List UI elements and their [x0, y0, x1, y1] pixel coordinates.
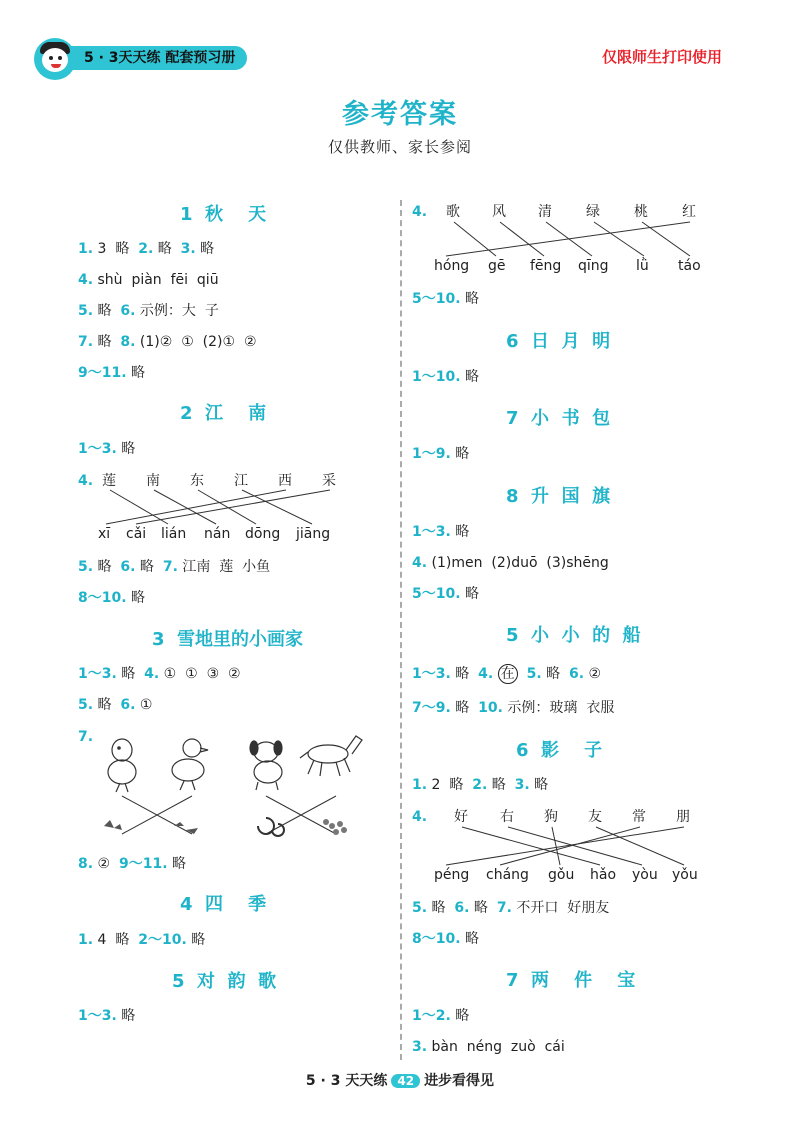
answer-line: 7. 略 8. (1)② ① (2)① ② — [78, 334, 257, 350]
match-char: 绿 — [586, 204, 600, 220]
match-char: 东 — [190, 473, 204, 489]
answer-line: 7～9. 略 10. 示例：玻璃 衣服 — [412, 700, 615, 716]
brand-badge: 5 · 3天天练 配套预习册 — [70, 46, 247, 70]
answer-line: 1. 4 略 2～10. 略 — [78, 932, 206, 948]
heading-shadow: 6 影 子 — [516, 740, 603, 761]
heading-sun-moon-bright: 6 日 月 明 — [506, 331, 611, 352]
match-char: 清 — [538, 204, 552, 220]
answer-line: 5. 略 6. 略 7. 不开口 好朋友 — [412, 900, 610, 916]
answer-line: 9～11. 略 — [78, 365, 145, 381]
match-pinyin: lián — [161, 526, 187, 542]
match-pinyin: táo — [678, 258, 701, 274]
print-notice: 仅限师生打印使用 — [601, 48, 722, 66]
heading-seasons: 4 四 季 — [180, 894, 267, 915]
match-pinyin: qīng — [578, 258, 609, 274]
match-pinyin: yòu — [632, 867, 658, 883]
answer-line: 1～3. 略 4. 在 5. 略 6. ② — [412, 666, 602, 682]
match-pinyin: fēng — [530, 258, 562, 274]
answer-line: 1. 2 略 2. 略 3. 略 — [412, 777, 549, 793]
match-pinyin: jiāng — [296, 526, 331, 542]
match-char: 狗 — [544, 809, 558, 825]
match-char: 江 — [234, 473, 248, 489]
match-char: 友 — [588, 809, 602, 825]
match-char: 歌 — [446, 204, 460, 220]
match-char: 右 — [500, 809, 514, 825]
answer-line: 1～3. 略 — [78, 1008, 136, 1024]
heading-jiangnan: 2 江 南 — [180, 403, 267, 424]
answer-line: 5～10. 略 — [412, 586, 479, 602]
answer-line: 4. — [78, 473, 94, 489]
match-char: 南 — [146, 473, 160, 489]
answer-line: 4. (1)men (2)duō (3)shēng — [412, 555, 609, 571]
match-pinyin: xī — [98, 526, 111, 542]
answer-line: 8. ② 9～11. 略 — [78, 856, 186, 872]
answer-line: 5. 略 6. 示例：大 子 — [78, 303, 219, 319]
answer-line: 1～3. 略 — [78, 441, 136, 457]
heading-schoolbag: 7 小 书 包 — [506, 408, 611, 429]
answer-line: 1～9. 略 — [412, 446, 470, 462]
answer-line: 1. 3 略 2. 略 3. 略 — [78, 241, 215, 257]
heading-snow-painter: 3 雪地里的小画家 — [152, 629, 304, 650]
heading-rhyme-song: 5 对 韵 歌 — [172, 971, 277, 992]
page-number: 42 — [391, 1074, 420, 1088]
match-pinyin: cǎi — [126, 526, 147, 542]
answer-line: 8～10. 略 — [78, 590, 145, 606]
match-char: 西 — [278, 473, 292, 489]
answer-line: 5. 略 6. ① — [78, 697, 153, 713]
answer-line: 4. — [412, 204, 428, 220]
answer-line: 8～10. 略 — [412, 931, 479, 947]
match-pinyin: péng — [434, 867, 470, 883]
answer-line: 5～10. 略 — [412, 291, 479, 307]
page-subtitle: 仅供教师、家长参阅 — [327, 138, 472, 156]
match-char: 常 — [632, 809, 646, 825]
heading-two-treasures: 7 两 件 宝 — [506, 970, 636, 991]
match-char: 好 — [454, 809, 468, 825]
heading-autumn: 1 秋 天 — [180, 204, 267, 225]
match-pinyin: cháng — [486, 867, 529, 883]
answer-line: 5. 略 6. 略 7. 江南 莲 小鱼 — [78, 559, 271, 575]
answer-line: 3. bàn néng zuò cái — [412, 1039, 565, 1055]
answer-line: 1～3. 略 4. ① ① ③ ② — [78, 666, 241, 682]
answer-line: 1～3. 略 — [412, 524, 470, 540]
match-pinyin: hǎo — [590, 867, 617, 883]
answer-line: 4. shù piàn fēi qiū — [78, 272, 219, 288]
match-pinyin: nán — [204, 526, 231, 542]
answer-line: 1～2. 略 — [412, 1008, 470, 1024]
page-footer: 5 · 3 天天练 42 进步看得见 — [305, 1073, 495, 1089]
match-char: 莲 — [102, 473, 116, 489]
match-pinyin: gǒu — [548, 867, 575, 883]
match-pinyin: yǒu — [672, 867, 698, 883]
answer-line: 7. — [78, 729, 94, 745]
heading-raise-flag: 8 升 国 旗 — [506, 486, 611, 507]
answer-line: 1～10. 略 — [412, 369, 479, 385]
match-pinyin: lǜ — [636, 258, 649, 274]
match-char: 采 — [322, 473, 336, 489]
answer-line: 4. — [412, 809, 428, 825]
match-pinyin: hóng — [434, 258, 470, 274]
heading-little-boat: 5 小 小 的 船 — [506, 625, 641, 646]
circled-char: 在 — [498, 664, 518, 684]
match-char: 朋 — [676, 809, 690, 825]
match-pinyin: gē — [488, 258, 506, 274]
match-pinyin: dōng — [245, 526, 281, 542]
match-char: 风 — [492, 204, 506, 220]
match-char: 红 — [682, 204, 696, 220]
page-title: 参考答案 — [342, 99, 458, 130]
match-char: 桃 — [634, 204, 648, 220]
